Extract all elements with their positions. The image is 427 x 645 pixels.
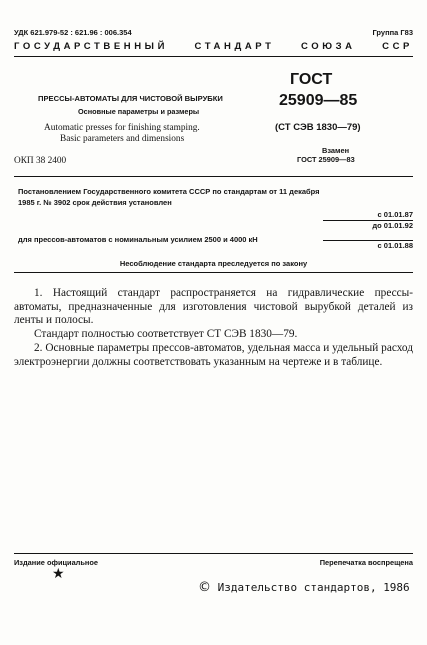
- decree-divider: [14, 176, 413, 177]
- replaced-standard: ГОСТ 25909—83: [297, 155, 355, 164]
- body-divider: [14, 272, 413, 273]
- copyright-line: [198, 580, 410, 595]
- gost-label: ГОСТ: [290, 71, 333, 88]
- decree-line1: Постановлением Государственного комитета СССР по стандартам от 11 декабря: [18, 187, 320, 196]
- decree-line3: для прессов-автоматов с номинальным усилием 2500 и 4000 кН: [18, 235, 258, 244]
- replaced-label: Взамен: [322, 146, 350, 155]
- decree-line2: 1985 г. № 3902 срок действия установлен: [18, 198, 172, 207]
- effective-from-date-2: с 01.01.88: [377, 241, 413, 250]
- footer-divider: [14, 553, 413, 554]
- udk-code: УДК 621.979-52 : 621.96 : 006.354: [14, 28, 132, 37]
- okp-code: ОКП 38 2400: [14, 156, 67, 166]
- paragraph-2: Стандарт полностью соответствует СТ СЭВ 1830—79.: [34, 328, 298, 340]
- star-icon: ★: [52, 566, 65, 582]
- paragraph-1: 1. Настоящий стандарт распространяется на гидравлические прессы-автоматы, предназначенные для изготовления чистовой вырубкой деталей из ленты и полосы.: [14, 287, 413, 326]
- edition-label: Издание официальное: [14, 558, 99, 567]
- copyright-icon: ©: [198, 580, 211, 595]
- copyright-text: Издательство стандартов, 1986: [217, 581, 410, 594]
- effective-until-date: до 01.01.92: [372, 221, 413, 230]
- reprint-notice: Перепечатка воспрещена: [319, 558, 413, 567]
- document-title-en-line1: Automatic presses for finishing stamping.: [44, 123, 200, 133]
- document-subtitle-ru: Основные параметры и размеры: [78, 107, 200, 116]
- group-code: Группа Г83: [372, 28, 413, 37]
- document-title-en-line2: Basic parameters and dimensions: [60, 134, 185, 144]
- effective-from-date: с 01.01.87: [377, 210, 413, 219]
- paragraph-3: 2. Основные параметры прессов-автоматов, удельная масса и удельный расход электроэнергии должны соответствовать указанным на чертеже и в таблице.: [14, 342, 413, 368]
- state-standard-heading: ГОСУДАРСТВЕННЫЙ СТАНДАРТ СОЮЗА ССР: [14, 41, 413, 52]
- sev-reference: (СТ СЭВ 1830—79): [275, 122, 361, 133]
- header-divider: [14, 56, 413, 57]
- law-notice: Несоблюдение стандарта преследуется по закону: [119, 259, 308, 268]
- document-title-ru: ПРЕССЫ-АВТОМАТЫ ДЛЯ ЧИСТОВОЙ ВЫРУБКИ: [38, 94, 223, 103]
- gost-number: 25909—85: [279, 92, 358, 109]
